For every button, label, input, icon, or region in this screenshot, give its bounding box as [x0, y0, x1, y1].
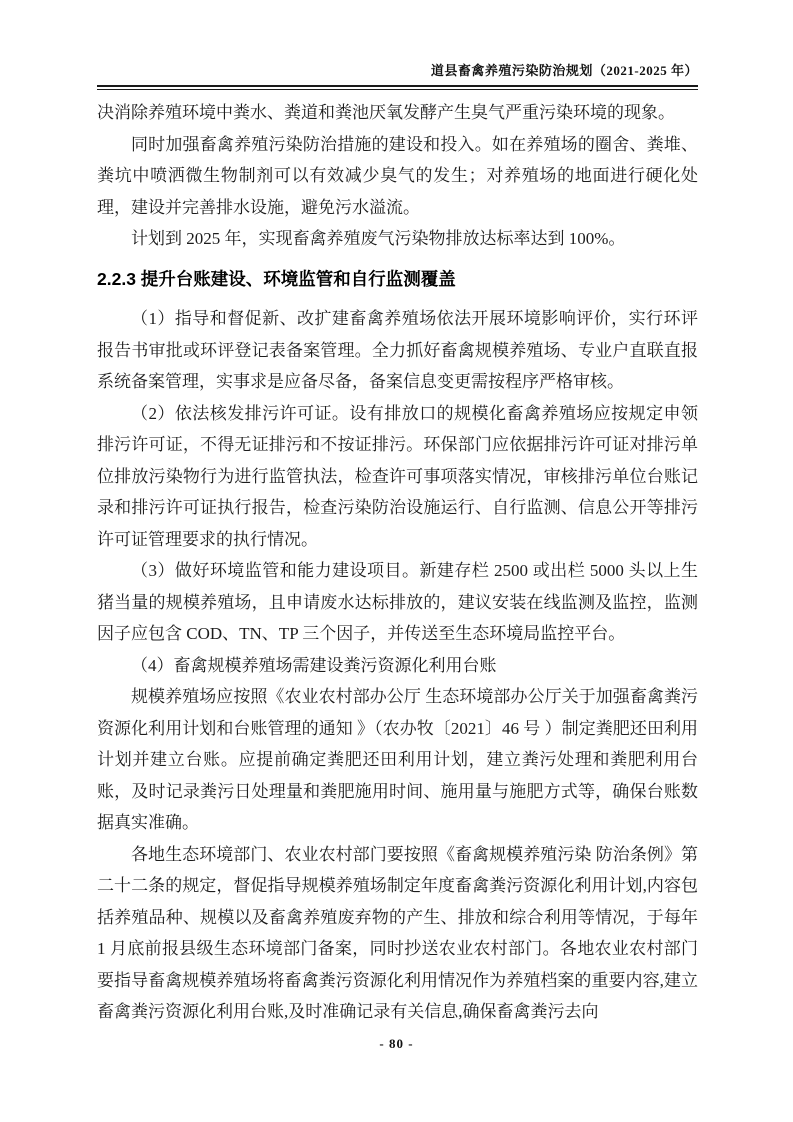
document-body — [97, 97, 698, 1028]
paragraph: 规模养殖场应按照《农业农村部办公厅 生态环境部办公厅关于加强畜禽粪污资源化利用计划和台账管理的通知 》（农办牧〔2021〕46 号 ）制定粪肥还田利用计划并建立台账。应提前确定粪肥还田利用计划，建立粪污处理和粪肥利用台账，及时记录粪污日处理量和粪肥施用时间、施用量与施肥方式等，确保台账数据真实准确。 — [97, 687, 698, 832]
paragraph: 各地生态环境部门、农业农村部门要按照《畜禽规模养殖污染 防治条例》第二十二条的规定，督促指导规模养殖场制定年度畜禽粪污资源化利用计划,内容包括养殖品种、规模以及畜禽养殖废弃物的产生、排放和综合利用等情况，于每年 1 月底前报县级生态环境部门备案，同时抄送农业农村部门。各地农业农村部门要指导畜禽规模养殖场将畜禽粪污资源化利用情况作为养殖档案的重要内容,建立畜禽粪污资源化利用台账,及时准确记录有关信息,确保畜禽粪污去向 — [97, 844, 698, 1021]
paragraph: 同时加强畜禽养殖污染防治措施的建设和投入。如在养殖场的圈舍、粪堆、粪坑中喷洒微生物制剂可以有效减少臭气的发生；对养殖场的地面进行硬化处理，建设并完善排水设施，避免污水溢流。 — [97, 134, 698, 217]
page-number: - 80 - — [379, 1036, 414, 1051]
paragraph: 计划到 2025 年，实现畜禽养殖废气污染物排放达标率达到 100%。 — [131, 229, 626, 248]
paragraph: （1）指导和督促新、改扩建畜禽养殖场依法开展环境影响评价，实行环评报告书审批或环评登记表备案管理。全力抓好畜禽规模养殖场、专业户直联直报系统备案管理，实事求是应备尽备，备案信息变更需按程序严格审核。 — [97, 309, 698, 391]
paragraph: （4）畜禽规模养殖场需建设粪污资源化利用台账 — [131, 655, 497, 675]
paragraph: 决消除养殖环境中粪水、粪道和粪池厌氧发酵产生臭气严重污染环境的现象。 — [97, 103, 675, 122]
running-header-title: 道县畜禽养殖污染防治规划（2021-2025 年） — [430, 63, 698, 78]
paragraph: （3）做好环境监管和能力建设项目。新建存栏 2500 或出栏 5000 头以上生猪当量的规模养殖场，且申请废水达标排放的，建议安装在线监测及监控，监测因子应包含 COD、TN、TP 三个因子，并传送至生态环境局监控平台。 — [97, 561, 698, 643]
page-header — [97, 0, 698, 90]
section-heading: 2.2.3 提升台账建设、环境监管和自行监测覆盖 — [97, 268, 456, 289]
header-double-rule — [97, 85, 698, 90]
paragraph: （2）依法核发排污许可证。设有排放口的规模化畜禽养殖场应按规定申领排污许可证，不得无证排污和不按证排污。环保部门应依据排污许可证对排污单位排放污染物行为进行监管执法，检查许可事项落实情况，审核排污单位台账记录和排污许可证执行报告，检查污染防治设施运行、自行监测、信息公开等排污许可证管理要求的执行情况。 — [97, 403, 698, 549]
